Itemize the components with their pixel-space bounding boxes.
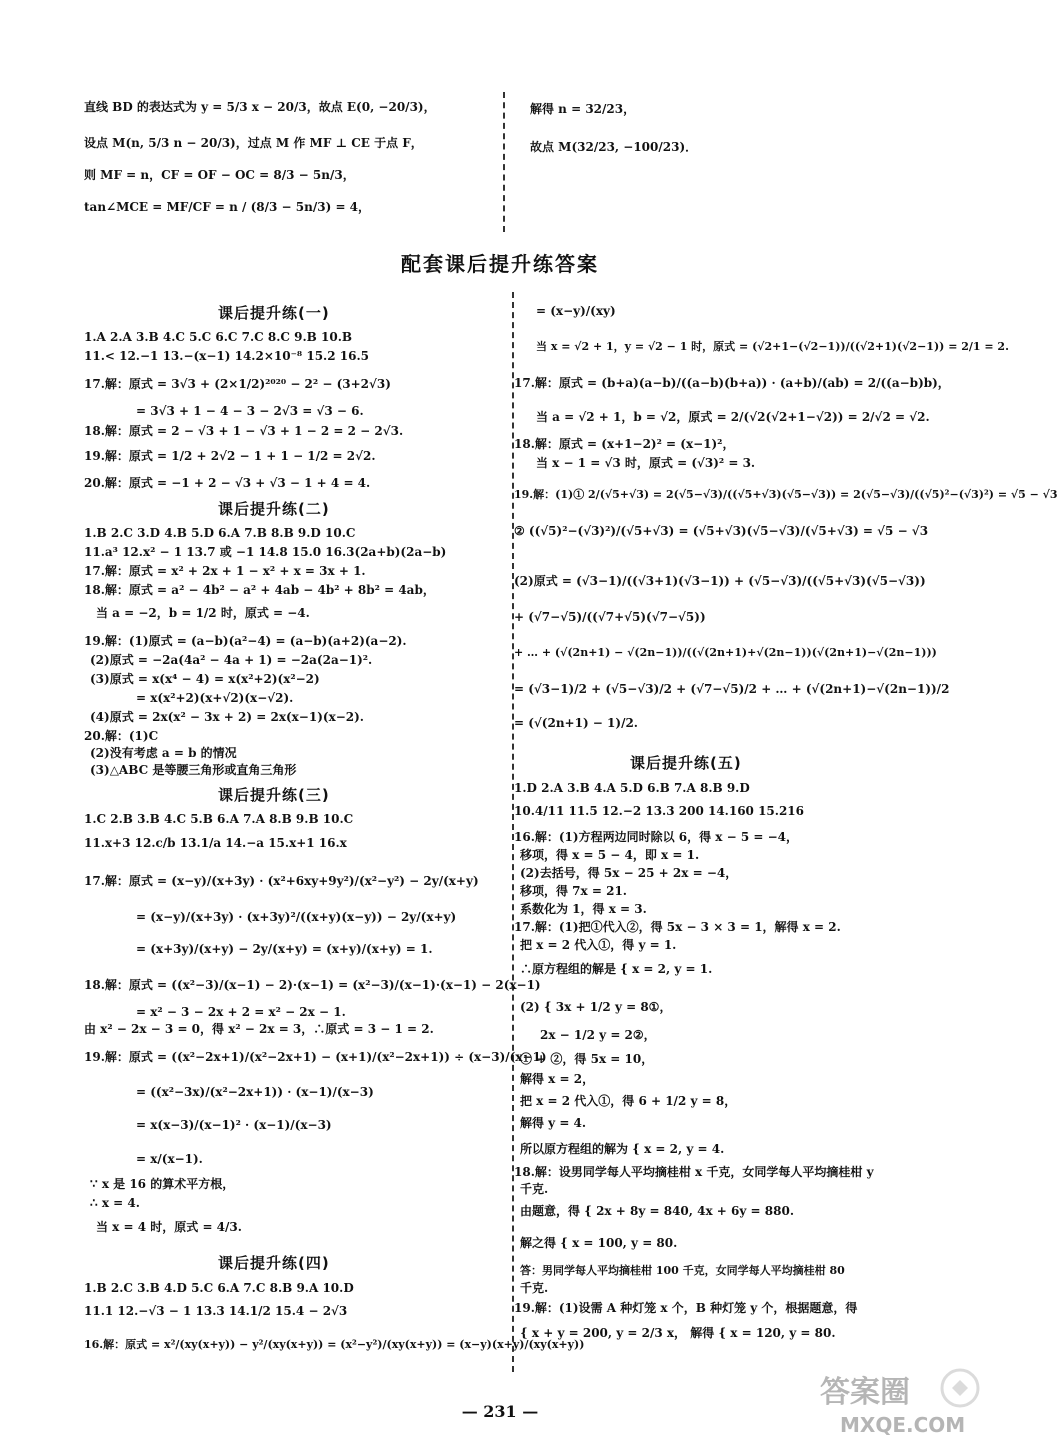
answer-line: 17.解：原式 = x² + 2x + 1 − x² + x = 3x + 1. (84, 564, 366, 578)
answer-line: = (x−y)/(xy) (536, 304, 616, 318)
answer-line: 由 x² − 2x − 3 = 0，得 x² − 2x = 3，∴原式 = 3 − 1 = 2. (84, 1022, 434, 1036)
answer-line: ① + ②，得 5x = 10， (520, 1052, 654, 1066)
answer-line: 16.解：原式 = x²/(xy(x+y)) − y²/(xy(x+y)) = (x²−y²)/(xy(x+y)) = (x−y)(x+y)/(xy(x+y)) (84, 1338, 585, 1351)
answer-line: = 3√3 + 1 − 4 − 3 − 2√3 = √3 − 6. (136, 404, 364, 418)
answer-line: = (x−y)/(x+3y) · (x+3y)²/((x+y)(x−y)) − 2y/(x+y) (136, 910, 457, 924)
section-title-2: 课后提升练(二) (218, 500, 330, 518)
answer-line: + (√7−√5)/((√7+√5)(√7−√5)) (514, 610, 706, 624)
answer-line: 18.解：原式 = (x+1−2)² = (x−1)²， (514, 437, 735, 451)
answer-line: 当 x = 4 时，原式 = 4/3. (96, 1220, 242, 1234)
answer-line: = (x+3y)/(x+y) − 2y/(x+y) = (x+y)/(x+y) = 1. (136, 942, 433, 956)
answer-line: = x/(x−1). (136, 1152, 203, 1166)
answer-line: = (√(2n+1) − 1)/2. (514, 716, 638, 730)
answer-line: 当 x − 1 = √3 时，原式 = (√3)² = 3. (536, 456, 756, 470)
answer-line: ∴ x = 4. (90, 1196, 140, 1210)
answer-line: 10.4/11 11.5 12.−2 13.3 200 14.160 15.216 (514, 804, 805, 818)
section-title-4: 课后提升练(四) (218, 1254, 330, 1272)
answer-line: 20.解：(1)C (84, 729, 159, 743)
answer-line: 当 a = −2，b = 1/2 时，原式 = −4. (96, 606, 310, 620)
answer-line: (3)△ABC 是等腰三角形或直角三角形 (90, 763, 297, 777)
answer-line: 1.C 2.B 3.B 4.C 5.B 6.A 7.A 8.B 9.B 10.C (84, 812, 354, 826)
top-left-line: 则 MF = n，CF = OF − OC = 8/3 − 5n/3， (84, 168, 355, 182)
answer-line: 千克. (520, 1182, 549, 1196)
answer-line: (2)原式 = (√3−1)/((√3+1)(√3−1)) + (√5−√3)/((√5+√3)(√5−√3)) (514, 574, 926, 588)
answer-line: { x + y = 200, y = 2/3 x， 解得 { x = 120, y = 80. (520, 1326, 836, 1340)
watermark-logo (800, 1362, 990, 1437)
answer-line: 17.解：原式 = 3√3 + (2×1/2)²⁰²⁰ − 2² − (3+2√3) (84, 377, 391, 391)
section-title-3: 课后提升练(三) (218, 786, 330, 804)
top-column-divider (503, 92, 505, 232)
answer-line: 18.解：原式 = 2 − √3 + 1 − √3 + 1 − 2 = 2 − 2√3. (84, 424, 404, 438)
answer-line: 答：男同学每人平均摘桂柑 100 千克，女同学每人平均摘桂柑 80 (520, 1264, 845, 1277)
answer-line: 当 a = √2 + 1，b = √2，原式 = 2/(√2(√2+1−√2)) = 2/√2 = √2. (536, 410, 930, 424)
answer-line: ∵ x 是 16 的算术平方根， (90, 1177, 235, 1191)
answer-line: = x² − 3 − 2x + 2 = x² − 2x − 1. (136, 1005, 346, 1019)
answer-line: 移项，得 7x = 21. (520, 884, 627, 898)
answer-line: 11.1 12.−√3 − 1 13.3 14.1/2 15.4 − 2√3 (84, 1304, 348, 1318)
answer-line: 解得 x = 2， (520, 1072, 595, 1086)
answer-line: 16.解：(1)方程两边同时除以 6，得 x − 5 = −4， (514, 830, 799, 844)
answer-line: 移项，得 x = 5 − 4，即 x = 1. (520, 848, 700, 862)
answer-line: (2)去括号，得 5x − 25 + 2x = −4， (520, 866, 738, 880)
answer-line: = (√3−1)/2 + (√5−√3)/2 + (√7−√5)/2 + … + (√(2n+1)−√(2n−1))/2 (514, 682, 950, 696)
answer-line: 系数化为 1，得 x = 3. (520, 902, 647, 916)
answer-line: 20.解：原式 = −1 + 2 − √3 + √3 − 1 + 4 = 4. (84, 476, 371, 490)
answer-line: = ((x²−3x)/(x²−2x+1)) · (x−1)/(x−3) (136, 1085, 374, 1099)
answer-line: 1.A 2.A 3.B 4.C 5.C 6.C 7.C 8.C 9.B 10.B (84, 330, 353, 344)
watermark-text: 答案圈 (820, 1375, 910, 1410)
answer-line: ② ((√5)²−(√3)²)/(√5+√3) = (√5+√3)(√5−√3)/(√5+√3) = √5 − √3 (514, 524, 929, 538)
answer-line: 2x − 1/2 y = 2②， (540, 1028, 656, 1042)
answer-line: (2) { 3x + 1/2 y = 8①， (520, 1000, 672, 1014)
answer-line: = x(x−3)/(x−1)² · (x−1)/(x−3) (136, 1118, 332, 1132)
answer-line: (2)没有考虑 a = b 的情况 (90, 746, 237, 760)
answer-line: 把 x = 2 代入①，得 y = 1. (520, 938, 677, 952)
answer-line: = x(x²+2)(x+√2)(x−√2). (136, 691, 294, 705)
answer-line: 当 x = √2 + 1，y = √2 − 1 时，原式 = (√2+1−(√2−1))/((√2+1)(√2−1)) = 2/1 = 2. (536, 340, 1009, 353)
page-number: — 231 — (461, 1402, 539, 1421)
answer-line: 1.D 2.A 3.B 4.A 5.D 6.B 7.A 8.B 9.D (514, 781, 750, 795)
answer-line: 19.解：原式 = ((x²−2x+1)/(x²−2x+1) − (x+1)/(x²−2x+1)) ÷ (x−3)/(x−1) (84, 1050, 547, 1064)
answer-line: 1.B 2.C 3.D 4.B 5.D 6.A 7.B 8.B 9.D 10.C (84, 526, 356, 540)
answer-line: 11.a³ 12.x² − 1 13.7 或 −1 14.8 15.0 16.3(2a+b)(2a−b) (84, 545, 447, 559)
answer-line: 19.解：(1)原式 = (a−b)(a²−4) = (a−b)(a+2)(a−2). (84, 634, 407, 648)
answer-line: 解得 y = 4. (520, 1116, 587, 1130)
section-title-1: 课后提升练(一) (218, 304, 330, 322)
answer-line: 17.解：原式 = (x−y)/(x+3y) · (x²+6xy+9y²)/(x²−y²) − 2y/(x+y) (84, 874, 479, 888)
answer-line: 18.解：原式 = ((x²−3)/(x−1) − 2)·(x−1) = (x²−3)/(x−1)·(x−1) − 2(x−1) (84, 978, 541, 992)
answer-line: 18.解：原式 = a² − 4b² − a² + 4ab − 4b² + 8b² = 4ab， (84, 583, 435, 597)
answer-line: + … + (√(2n+1) − √(2n−1))/((√(2n+1)+√(2n−1))(√(2n+1)−√(2n−1))) (514, 646, 937, 659)
answer-line: (4)原式 = 2x(x² − 3x + 2) = 2x(x−1)(x−2). (90, 710, 364, 724)
page-title: 配套课后提升练答案 (401, 252, 599, 276)
answer-line: 解之得 { x = 100, y = 80. (520, 1236, 678, 1250)
watermark-url: MXQE.COM (840, 1413, 966, 1437)
section-title-5: 课后提升练(五) (630, 754, 742, 772)
answer-line: 19.解：(1)① 2/(√5+√3) = 2(√5−√3)/((√5+√3)(√5−√3)) = 2(√5−√3)/((√5)²−(√3)²) = √5 − √3 (514, 488, 1058, 501)
answer-line: (2)原式 = −2a(4a² − 4a + 1) = −2a(2a−1)². (90, 653, 373, 667)
answer-line: 19.解：(1)设需 A 种灯笼 x 个，B 种灯笼 y 个，根据题意，得 (514, 1301, 858, 1315)
answer-line: 11.< 12.−1 13.−(x−1) 14.2×10⁻⁸ 15.2 16.5 (84, 349, 369, 363)
top-left-line: 直线 BD 的表达式为 y = 5/3 x − 20/3，故点 E(0, −20/3)， (84, 100, 436, 114)
answer-line: ∴原方程组的解是 { x = 2, y = 1. (520, 962, 713, 976)
top-left-line: tan∠MCE = MF/CF = n / (8/3 − 5n/3) = 4， (84, 200, 371, 214)
answer-line: 18.解：设男同学每人平均摘桂柑 x 千克，女同学每人平均摘桂柑 y (514, 1165, 874, 1179)
answer-line: (3)原式 = x(x⁴ − 4) = x(x²+2)(x²−2) (90, 672, 320, 686)
top-left-line: 设点 M(n, 5/3 n − 20/3)，过点 M 作 MF ⊥ CE 于点 F， (84, 136, 423, 150)
answer-line: 千克. (520, 1281, 549, 1295)
top-right-line: 解得 n = 32/23， (530, 102, 636, 116)
answer-line: 17.解：原式 = (b+a)(a−b)/((a−b)(b+a)) · (a+b)/(ab) = 2/((a−b)b)， (514, 376, 950, 390)
top-right-line: 故点 M(32/23, −100/23)． (530, 140, 698, 154)
answer-line: 11.x+3 12.c/b 13.1/a 14.−a 15.x+1 16.x (84, 836, 347, 850)
answer-line: 1.B 2.C 3.B 4.D 5.C 6.A 7.C 8.B 9.A 10.D (84, 1281, 354, 1295)
answer-line: 把 x = 2 代入①，得 6 + 1/2 y = 8， (520, 1094, 737, 1108)
answer-line: 17.解：(1)把①代入②，得 5x − 3 × 3 = 1，解得 x = 2. (514, 920, 841, 934)
answer-line: 所以原方程组的解为 { x = 2, y = 4. (520, 1142, 725, 1156)
answer-line: 由题意，得 { 2x + 8y = 840, 4x + 6y = 880. (520, 1204, 794, 1218)
answer-line: 19.解：原式 = 1/2 + 2√2 − 1 + 1 − 1/2 = 2√2. (84, 449, 376, 463)
